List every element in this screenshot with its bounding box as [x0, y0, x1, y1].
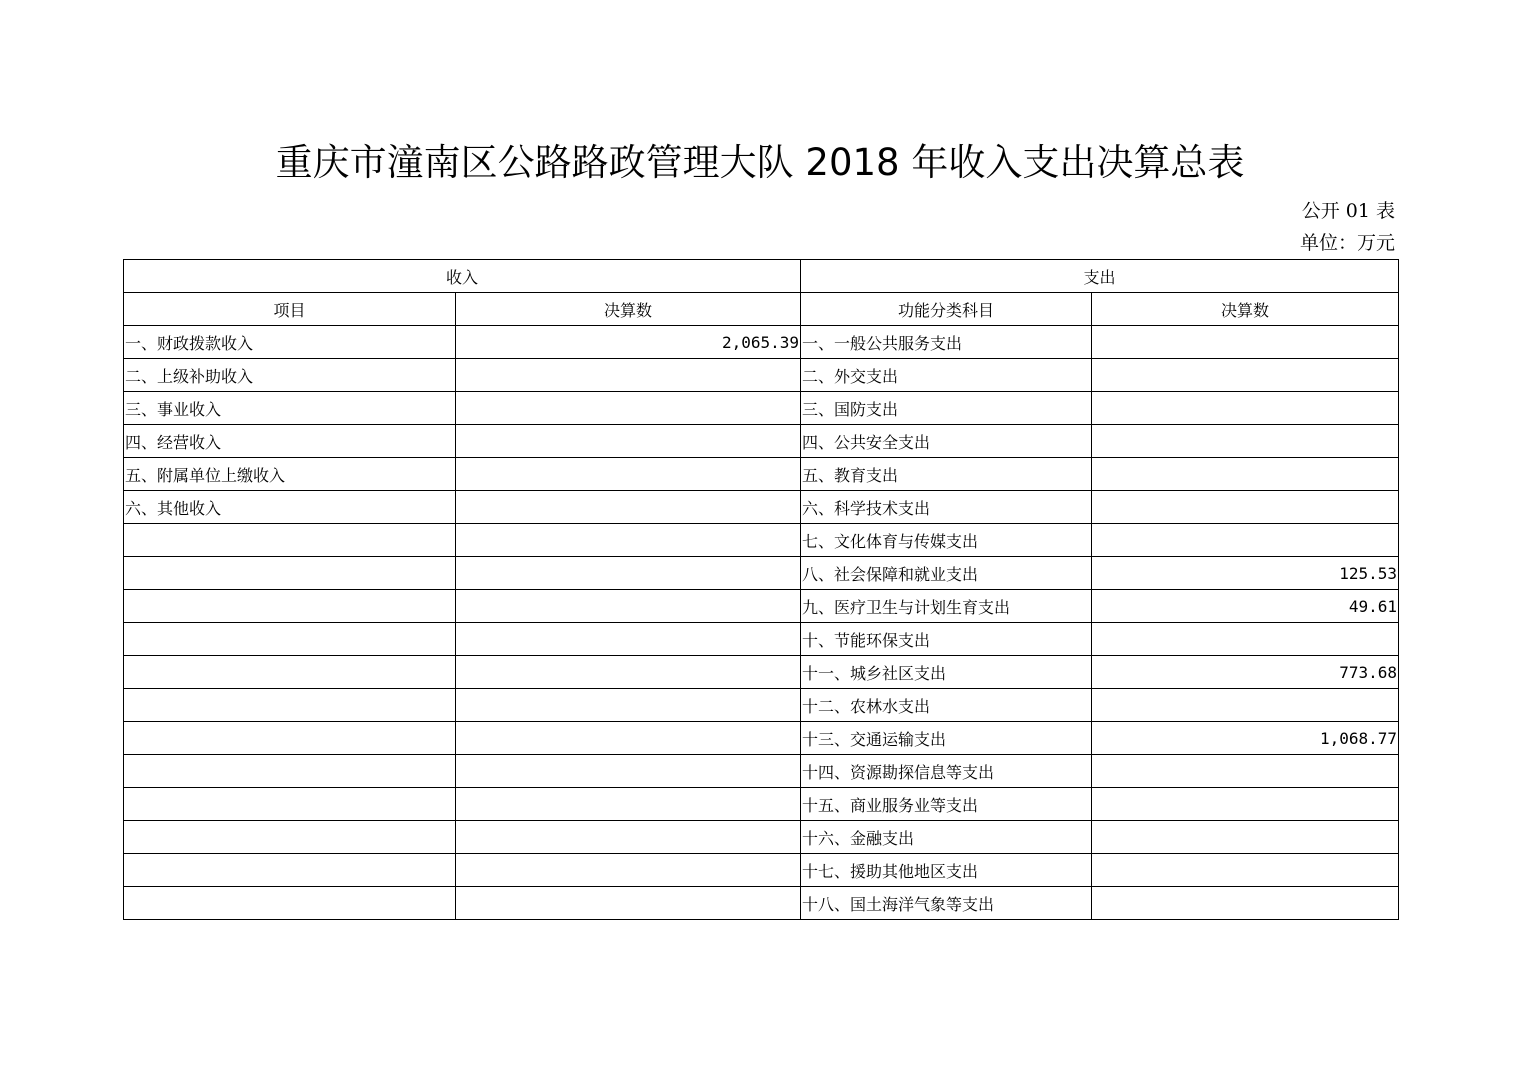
expense-item-cell: 十八、国土海洋气象等支出	[801, 887, 1092, 920]
income-item-cell	[124, 722, 456, 755]
table-row	[124, 557, 1399, 590]
expense-amount-cell	[1092, 359, 1399, 392]
table-row	[124, 458, 1399, 491]
income-item-cell	[124, 788, 456, 821]
income-item-cell	[124, 623, 456, 656]
income-amount-cell	[456, 524, 801, 557]
income-amount-cell	[456, 392, 801, 425]
table-row	[124, 425, 1399, 458]
table-row	[124, 656, 1399, 689]
income-amount-cell	[456, 623, 801, 656]
income-item-cell: 一、财政拨款收入	[124, 326, 456, 359]
expense-amount-cell: 49.61	[1092, 590, 1399, 623]
expense-amount-cell: 773.68	[1092, 656, 1399, 689]
expense-item-cell: 九、医疗卫生与计划生育支出	[801, 590, 1092, 623]
expense-item-cell: 十二、农林水支出	[801, 689, 1092, 722]
income-item-cell	[124, 854, 456, 887]
table-row	[124, 491, 1399, 524]
expense-amount-cell	[1092, 689, 1399, 722]
expense-item-cell: 四、公共安全支出	[801, 425, 1092, 458]
expense-item-cell: 十六、金融支出	[801, 821, 1092, 854]
expense-amount-cell	[1092, 392, 1399, 425]
expense-item-cell: 十五、商业服务业等支出	[801, 788, 1092, 821]
table-body	[124, 326, 1399, 920]
income-amount-cell	[456, 887, 801, 920]
table-row	[124, 590, 1399, 623]
income-item-cell: 六、其他收入	[124, 491, 456, 524]
expense-amount-cell	[1092, 854, 1399, 887]
expense-item-cell: 三、国防支出	[801, 392, 1092, 425]
income-item-cell	[124, 656, 456, 689]
table-row	[124, 722, 1399, 755]
table-row	[124, 359, 1399, 392]
table-row	[124, 788, 1399, 821]
table-row	[124, 854, 1399, 887]
expense-item-header: 功能分类科目	[801, 293, 1092, 326]
table-row	[124, 392, 1399, 425]
income-amount-cell	[456, 359, 801, 392]
table-row	[124, 887, 1399, 920]
table-row	[124, 326, 1399, 359]
group-header-row	[124, 260, 1399, 293]
expense-amount-cell	[1092, 491, 1399, 524]
income-amount-cell	[456, 458, 801, 491]
income-item-cell: 二、上级补助收入	[124, 359, 456, 392]
income-item-cell: 四、经营收入	[124, 425, 456, 458]
table-row	[124, 755, 1399, 788]
expense-item-cell: 二、外交支出	[801, 359, 1092, 392]
income-item-cell	[124, 524, 456, 557]
income-amount-header: 决算数	[456, 293, 801, 326]
form-number: 公开 01 表	[1301, 200, 1395, 222]
expense-amount-cell	[1092, 821, 1399, 854]
expense-amount-cell	[1092, 458, 1399, 491]
expense-item-cell: 一、一般公共服务支出	[801, 326, 1092, 359]
expense-amount-cell	[1092, 623, 1399, 656]
expense-amount-cell	[1092, 788, 1399, 821]
income-item-cell	[124, 590, 456, 623]
table-row	[124, 821, 1399, 854]
income-amount-cell	[456, 656, 801, 689]
income-item-cell	[124, 557, 456, 590]
expense-amount-cell: 1,068.77	[1092, 722, 1399, 755]
income-amount-cell	[456, 425, 801, 458]
expense-item-cell: 六、科学技术支出	[801, 491, 1092, 524]
table-row	[124, 623, 1399, 656]
income-amount-cell	[456, 491, 801, 524]
table-row	[124, 689, 1399, 722]
expense-amount-cell	[1092, 755, 1399, 788]
income-amount-cell	[456, 788, 801, 821]
income-amount-cell	[456, 557, 801, 590]
expense-amount-cell	[1092, 524, 1399, 557]
expense-item-cell: 五、教育支出	[801, 458, 1092, 491]
expense-amount-cell	[1092, 326, 1399, 359]
income-item-cell	[124, 755, 456, 788]
expense-item-cell: 十、节能环保支出	[801, 623, 1092, 656]
expense-item-cell: 十三、交通运输支出	[801, 722, 1092, 755]
income-item-cell: 三、事业收入	[124, 392, 456, 425]
income-amount-cell	[456, 821, 801, 854]
column-header-row	[124, 293, 1399, 326]
income-amount-cell: 2,065.39	[456, 326, 801, 359]
expense-item-cell: 八、社会保障和就业支出	[801, 557, 1092, 590]
page-title: 重庆市潼南区公路路政管理大队 2018 年收入支出决算总表	[275, 141, 1245, 184]
income-amount-cell	[456, 854, 801, 887]
table-row	[124, 524, 1399, 557]
expense-item-cell: 七、文化体育与传媒支出	[801, 524, 1092, 557]
income-item-cell: 五、附属单位上缴收入	[124, 458, 456, 491]
budget-table	[123, 259, 1399, 920]
expense-amount-header: 决算数	[1092, 293, 1399, 326]
expense-amount-cell	[1092, 425, 1399, 458]
income-item-cell	[124, 689, 456, 722]
income-amount-cell	[456, 755, 801, 788]
income-item-cell	[124, 821, 456, 854]
expense-item-cell: 十四、资源勘探信息等支出	[801, 755, 1092, 788]
expense-item-cell: 十七、援助其他地区支出	[801, 854, 1092, 887]
income-amount-cell	[456, 689, 801, 722]
income-amount-cell	[456, 590, 801, 623]
expense-item-cell: 十一、城乡社区支出	[801, 656, 1092, 689]
income-group-header: 收入	[124, 260, 801, 293]
unit-label: 单位：万元	[1299, 232, 1395, 254]
income-amount-cell	[456, 722, 801, 755]
income-item-header: 项目	[124, 293, 456, 326]
income-item-cell	[124, 887, 456, 920]
expense-amount-cell: 125.53	[1092, 557, 1399, 590]
expense-amount-cell	[1092, 887, 1399, 920]
expense-group-header: 支出	[801, 260, 1399, 293]
